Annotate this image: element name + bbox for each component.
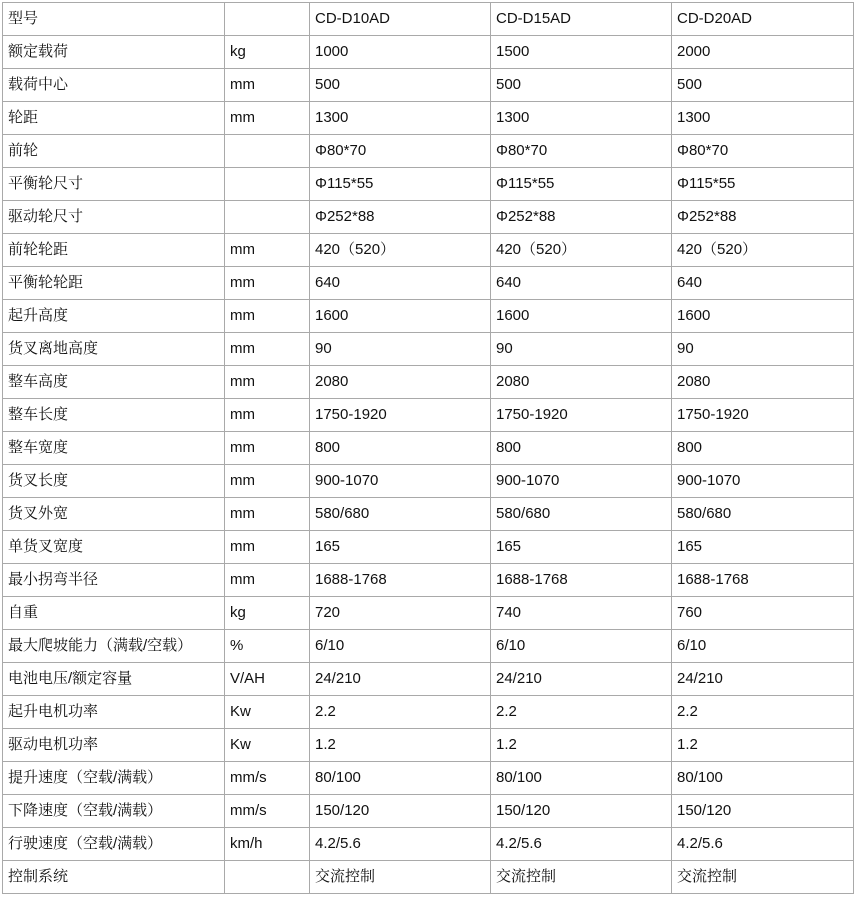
spec-unit-cell: mm bbox=[225, 531, 310, 564]
spec-unit-cell bbox=[225, 168, 310, 201]
spec-row bbox=[3, 696, 854, 729]
spec-unit-cell: mm bbox=[225, 366, 310, 399]
spec-name-cell: 货叉外宽 bbox=[3, 498, 225, 531]
spec-row bbox=[3, 36, 854, 69]
spec-table-body bbox=[3, 3, 854, 894]
spec-value-cell: 1.2 bbox=[310, 729, 491, 762]
spec-value-cell: 1.2 bbox=[491, 729, 672, 762]
spec-row bbox=[3, 531, 854, 564]
spec-value-cell: 80/100 bbox=[310, 762, 491, 795]
spec-value-cell: 6/10 bbox=[672, 630, 854, 663]
spec-value-cell: 580/680 bbox=[672, 498, 854, 531]
spec-name-cell: 载荷中心 bbox=[3, 69, 225, 102]
spec-value-cell: 1300 bbox=[310, 102, 491, 135]
spec-row bbox=[3, 234, 854, 267]
spec-value-cell: 720 bbox=[310, 597, 491, 630]
spec-row bbox=[3, 102, 854, 135]
spec-value-cell: 1600 bbox=[672, 300, 854, 333]
spec-name-cell: 自重 bbox=[3, 597, 225, 630]
spec-row bbox=[3, 168, 854, 201]
spec-name-cell: 控制系统 bbox=[3, 861, 225, 894]
spec-name-cell: 单货叉宽度 bbox=[3, 531, 225, 564]
spec-value-cell: 1750-1920 bbox=[491, 399, 672, 432]
spec-name-cell: 最小拐弯半径 bbox=[3, 564, 225, 597]
spec-row bbox=[3, 432, 854, 465]
spec-unit-cell: mm/s bbox=[225, 795, 310, 828]
spec-name-cell: 下降速度（空载/满载） bbox=[3, 795, 225, 828]
spec-value-cell: 80/100 bbox=[672, 762, 854, 795]
spec-value-cell: 800 bbox=[310, 432, 491, 465]
spec-value-cell: 580/680 bbox=[491, 498, 672, 531]
spec-unit-cell bbox=[225, 201, 310, 234]
spec-name-cell: 整车高度 bbox=[3, 366, 225, 399]
spec-unit-cell: mm bbox=[225, 300, 310, 333]
spec-name-cell: 平衡轮尺寸 bbox=[3, 168, 225, 201]
spec-value-cell: Φ80*70 bbox=[310, 135, 491, 168]
spec-row bbox=[3, 663, 854, 696]
spec-value-cell: 900-1070 bbox=[672, 465, 854, 498]
spec-name-cell: 电池电压/额定容量 bbox=[3, 663, 225, 696]
spec-value-cell: 900-1070 bbox=[491, 465, 672, 498]
spec-unit-cell: mm bbox=[225, 564, 310, 597]
spec-row bbox=[3, 267, 854, 300]
spec-value-cell: 2.2 bbox=[310, 696, 491, 729]
spec-name-cell: 整车宽度 bbox=[3, 432, 225, 465]
spec-name-cell: 驱动电机功率 bbox=[3, 729, 225, 762]
spec-value-cell: 2080 bbox=[491, 366, 672, 399]
spec-row bbox=[3, 366, 854, 399]
spec-table bbox=[2, 2, 854, 894]
spec-row bbox=[3, 69, 854, 102]
spec-name-cell: 驱动轮尺寸 bbox=[3, 201, 225, 234]
spec-unit-cell: Kw bbox=[225, 729, 310, 762]
spec-value-cell: 165 bbox=[310, 531, 491, 564]
header-name-cell: 型号 bbox=[3, 3, 225, 36]
spec-row bbox=[3, 795, 854, 828]
header-model-cell: CD-D10AD bbox=[310, 3, 491, 36]
spec-value-cell: 2000 bbox=[672, 36, 854, 69]
spec-value-cell: 420（520） bbox=[310, 234, 491, 267]
header-model-cell: CD-D15AD bbox=[491, 3, 672, 36]
spec-unit-cell: mm bbox=[225, 69, 310, 102]
spec-unit-cell: mm bbox=[225, 333, 310, 366]
spec-value-cell: 640 bbox=[310, 267, 491, 300]
spec-value-cell: Φ252*88 bbox=[672, 201, 854, 234]
spec-name-cell: 前轮 bbox=[3, 135, 225, 168]
spec-value-cell: 640 bbox=[491, 267, 672, 300]
spec-value-cell: 1500 bbox=[491, 36, 672, 69]
spec-value-cell: 420（520） bbox=[672, 234, 854, 267]
spec-value-cell: 90 bbox=[491, 333, 672, 366]
spec-value-cell: 1688-1768 bbox=[491, 564, 672, 597]
spec-value-cell: 165 bbox=[491, 531, 672, 564]
spec-value-cell: 6/10 bbox=[310, 630, 491, 663]
spec-value-cell: 交流控制 bbox=[491, 861, 672, 894]
spec-value-cell: Φ115*55 bbox=[672, 168, 854, 201]
spec-unit-cell bbox=[225, 861, 310, 894]
spec-value-cell: 150/120 bbox=[672, 795, 854, 828]
spec-value-cell: 2080 bbox=[672, 366, 854, 399]
spec-unit-cell: mm bbox=[225, 399, 310, 432]
spec-unit-cell: kg bbox=[225, 597, 310, 630]
spec-value-cell: 760 bbox=[672, 597, 854, 630]
spec-value-cell: Φ115*55 bbox=[310, 168, 491, 201]
spec-row bbox=[3, 399, 854, 432]
spec-row bbox=[3, 300, 854, 333]
spec-value-cell: 165 bbox=[672, 531, 854, 564]
spec-value-cell: 500 bbox=[491, 69, 672, 102]
spec-value-cell: 640 bbox=[672, 267, 854, 300]
spec-unit-cell: % bbox=[225, 630, 310, 663]
spec-value-cell: 900-1070 bbox=[310, 465, 491, 498]
spec-name-cell: 货叉离地高度 bbox=[3, 333, 225, 366]
spec-row bbox=[3, 564, 854, 597]
spec-value-cell: 1000 bbox=[310, 36, 491, 69]
spec-row bbox=[3, 498, 854, 531]
spec-row bbox=[3, 201, 854, 234]
spec-row bbox=[3, 729, 854, 762]
spec-unit-cell bbox=[225, 135, 310, 168]
spec-value-cell: 2.2 bbox=[672, 696, 854, 729]
spec-value-cell: 80/100 bbox=[491, 762, 672, 795]
spec-value-cell: 24/210 bbox=[672, 663, 854, 696]
spec-row bbox=[3, 828, 854, 861]
spec-value-cell: Φ252*88 bbox=[310, 201, 491, 234]
spec-name-cell: 额定载荷 bbox=[3, 36, 225, 69]
spec-row bbox=[3, 333, 854, 366]
spec-value-cell: 500 bbox=[672, 69, 854, 102]
spec-name-cell: 行驶速度（空载/满载） bbox=[3, 828, 225, 861]
spec-unit-cell: mm bbox=[225, 267, 310, 300]
spec-value-cell: Φ80*70 bbox=[491, 135, 672, 168]
spec-name-cell: 前轮轮距 bbox=[3, 234, 225, 267]
spec-value-cell: 1300 bbox=[491, 102, 672, 135]
spec-value-cell: Φ252*88 bbox=[491, 201, 672, 234]
spec-name-cell: 起升高度 bbox=[3, 300, 225, 333]
spec-value-cell: Φ115*55 bbox=[491, 168, 672, 201]
spec-value-cell: 24/210 bbox=[310, 663, 491, 696]
spec-unit-cell: km/h bbox=[225, 828, 310, 861]
spec-value-cell: 1688-1768 bbox=[672, 564, 854, 597]
spec-row bbox=[3, 630, 854, 663]
spec-row bbox=[3, 597, 854, 630]
spec-value-cell: 150/120 bbox=[491, 795, 672, 828]
spec-unit-cell: V/AH bbox=[225, 663, 310, 696]
spec-value-cell: 交流控制 bbox=[672, 861, 854, 894]
spec-row bbox=[3, 861, 854, 894]
spec-unit-cell: mm bbox=[225, 234, 310, 267]
header-model-cell: CD-D20AD bbox=[672, 3, 854, 36]
spec-name-cell: 货叉长度 bbox=[3, 465, 225, 498]
spec-name-cell: 最大爬坡能力（满载/空载） bbox=[3, 630, 225, 663]
spec-name-cell: 提升速度（空载/满载） bbox=[3, 762, 225, 795]
spec-value-cell: 150/120 bbox=[310, 795, 491, 828]
spec-value-cell: 1600 bbox=[491, 300, 672, 333]
spec-value-cell: 24/210 bbox=[491, 663, 672, 696]
spec-value-cell: 1300 bbox=[672, 102, 854, 135]
spec-value-cell: 1688-1768 bbox=[310, 564, 491, 597]
spec-value-cell: 800 bbox=[491, 432, 672, 465]
spec-unit-cell: mm bbox=[225, 498, 310, 531]
spec-value-cell: 800 bbox=[672, 432, 854, 465]
spec-value-cell: 1750-1920 bbox=[310, 399, 491, 432]
spec-unit-cell: mm/s bbox=[225, 762, 310, 795]
spec-name-cell: 整车长度 bbox=[3, 399, 225, 432]
spec-value-cell: 1.2 bbox=[672, 729, 854, 762]
spec-name-cell: 平衡轮轮距 bbox=[3, 267, 225, 300]
spec-value-cell: 6/10 bbox=[491, 630, 672, 663]
spec-value-cell: 交流控制 bbox=[310, 861, 491, 894]
spec-name-cell: 轮距 bbox=[3, 102, 225, 135]
spec-value-cell: 90 bbox=[310, 333, 491, 366]
spec-unit-cell: mm bbox=[225, 465, 310, 498]
spec-value-cell: Φ80*70 bbox=[672, 135, 854, 168]
spec-row bbox=[3, 135, 854, 168]
spec-value-cell: 1750-1920 bbox=[672, 399, 854, 432]
spec-unit-cell: Kw bbox=[225, 696, 310, 729]
spec-value-cell: 580/680 bbox=[310, 498, 491, 531]
spec-unit-cell: mm bbox=[225, 432, 310, 465]
spec-row bbox=[3, 762, 854, 795]
spec-value-cell: 740 bbox=[491, 597, 672, 630]
spec-unit-cell: mm bbox=[225, 102, 310, 135]
header-row bbox=[3, 3, 854, 36]
spec-value-cell: 500 bbox=[310, 69, 491, 102]
spec-value-cell: 4.2/5.6 bbox=[672, 828, 854, 861]
spec-value-cell: 2.2 bbox=[491, 696, 672, 729]
spec-value-cell: 1600 bbox=[310, 300, 491, 333]
spec-value-cell: 90 bbox=[672, 333, 854, 366]
spec-row bbox=[3, 465, 854, 498]
spec-value-cell: 4.2/5.6 bbox=[491, 828, 672, 861]
spec-name-cell: 起升电机功率 bbox=[3, 696, 225, 729]
spec-value-cell: 4.2/5.6 bbox=[310, 828, 491, 861]
spec-value-cell: 2080 bbox=[310, 366, 491, 399]
header-unit-cell bbox=[225, 3, 310, 36]
spec-value-cell: 420（520） bbox=[491, 234, 672, 267]
spec-unit-cell: kg bbox=[225, 36, 310, 69]
